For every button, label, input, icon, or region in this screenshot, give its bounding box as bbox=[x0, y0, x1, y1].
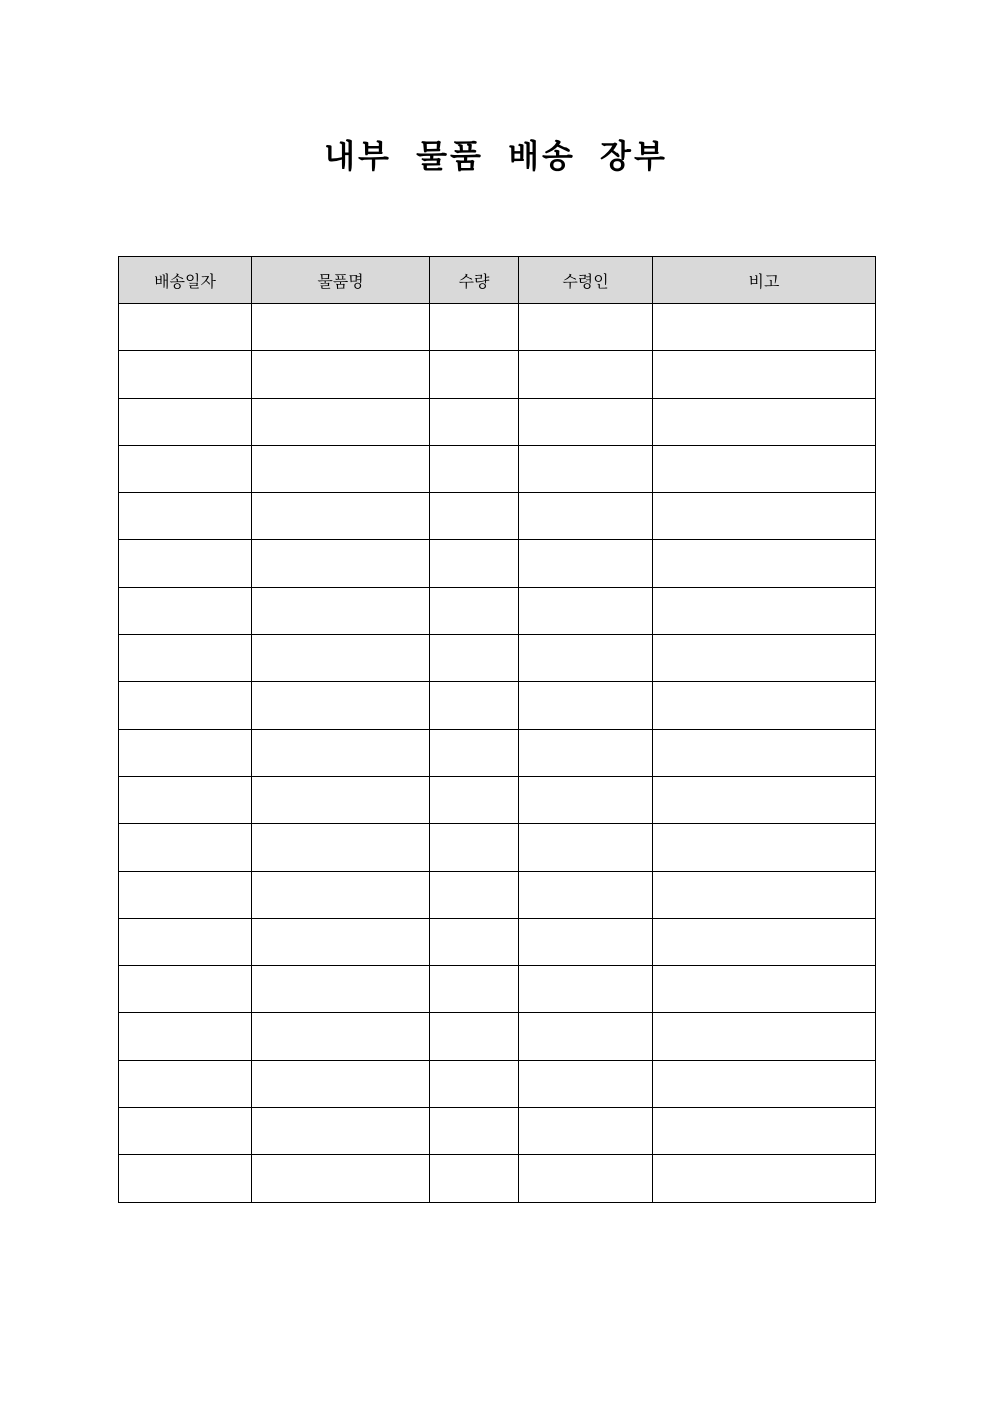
item-name-cell[interactable] bbox=[252, 871, 430, 918]
remarks-cell[interactable] bbox=[653, 1013, 876, 1060]
item-name-cell[interactable] bbox=[252, 776, 430, 823]
remarks-cell[interactable] bbox=[653, 304, 876, 351]
item-name-cell[interactable] bbox=[252, 824, 430, 871]
remarks-cell[interactable] bbox=[653, 351, 876, 398]
item-name-cell[interactable] bbox=[252, 398, 430, 445]
remarks-cell[interactable] bbox=[653, 1108, 876, 1155]
quantity-cell[interactable] bbox=[430, 493, 519, 540]
quantity-cell[interactable] bbox=[430, 729, 519, 776]
remarks-cell[interactable] bbox=[653, 729, 876, 776]
delivery-date-cell[interactable] bbox=[119, 445, 252, 492]
remarks-cell[interactable] bbox=[653, 635, 876, 682]
remarks-cell[interactable] bbox=[653, 540, 876, 587]
delivery-date-cell[interactable] bbox=[119, 1013, 252, 1060]
remarks-cell[interactable] bbox=[653, 1155, 876, 1202]
recipient-cell[interactable] bbox=[519, 729, 653, 776]
quantity-cell[interactable] bbox=[430, 824, 519, 871]
table-row bbox=[119, 776, 876, 823]
item-name-cell[interactable] bbox=[252, 966, 430, 1013]
header-delivery-date: 배송일자 bbox=[119, 257, 252, 304]
delivery-date-cell[interactable] bbox=[119, 966, 252, 1013]
item-name-cell[interactable] bbox=[252, 918, 430, 965]
delivery-date-cell[interactable] bbox=[119, 398, 252, 445]
item-name-cell[interactable] bbox=[252, 493, 430, 540]
table-row bbox=[119, 1155, 876, 1202]
item-name-cell[interactable] bbox=[252, 445, 430, 492]
delivery-date-cell[interactable] bbox=[119, 871, 252, 918]
delivery-date-cell[interactable] bbox=[119, 587, 252, 634]
table-row bbox=[119, 635, 876, 682]
quantity-cell[interactable] bbox=[430, 966, 519, 1013]
table-header-row bbox=[119, 257, 876, 304]
quantity-cell[interactable] bbox=[430, 776, 519, 823]
recipient-cell[interactable] bbox=[519, 493, 653, 540]
table-row bbox=[119, 871, 876, 918]
item-name-cell[interactable] bbox=[252, 729, 430, 776]
table-row bbox=[119, 304, 876, 351]
item-name-cell[interactable] bbox=[252, 1108, 430, 1155]
item-name-cell[interactable] bbox=[252, 304, 430, 351]
document-title: 내부 물품 배송 장부 bbox=[324, 137, 668, 175]
recipient-cell[interactable] bbox=[519, 398, 653, 445]
delivery-date-cell[interactable] bbox=[119, 540, 252, 587]
table-row bbox=[119, 493, 876, 540]
table-row bbox=[119, 1108, 876, 1155]
table-row bbox=[119, 445, 876, 492]
recipient-cell[interactable] bbox=[519, 445, 653, 492]
delivery-date-cell[interactable] bbox=[119, 635, 252, 682]
quantity-cell[interactable] bbox=[430, 540, 519, 587]
quantity-cell[interactable] bbox=[430, 1013, 519, 1060]
delivery-date-cell[interactable] bbox=[119, 1060, 252, 1107]
recipient-cell[interactable] bbox=[519, 871, 653, 918]
recipient-cell[interactable] bbox=[519, 824, 653, 871]
recipient-cell[interactable] bbox=[519, 635, 653, 682]
header-recipient: 수령인 bbox=[519, 257, 653, 304]
recipient-cell[interactable] bbox=[519, 918, 653, 965]
table-row bbox=[119, 351, 876, 398]
quantity-cell[interactable] bbox=[430, 587, 519, 634]
header-quantity: 수량 bbox=[430, 257, 519, 304]
remarks-cell[interactable] bbox=[653, 776, 876, 823]
quantity-cell[interactable] bbox=[430, 635, 519, 682]
table-row bbox=[119, 918, 876, 965]
remarks-cell[interactable] bbox=[653, 966, 876, 1013]
quantity-cell[interactable] bbox=[430, 1108, 519, 1155]
recipient-cell[interactable] bbox=[519, 966, 653, 1013]
remarks-cell[interactable] bbox=[653, 493, 876, 540]
remarks-cell[interactable] bbox=[653, 445, 876, 492]
delivery-date-cell[interactable] bbox=[119, 304, 252, 351]
quantity-cell[interactable] bbox=[430, 682, 519, 729]
table-row bbox=[119, 540, 876, 587]
delivery-date-cell[interactable] bbox=[119, 729, 252, 776]
delivery-date-cell[interactable] bbox=[119, 918, 252, 965]
item-name-cell[interactable] bbox=[252, 587, 430, 634]
table-row bbox=[119, 1060, 876, 1107]
remarks-cell[interactable] bbox=[653, 398, 876, 445]
remarks-cell[interactable] bbox=[653, 682, 876, 729]
remarks-cell[interactable] bbox=[653, 871, 876, 918]
item-name-cell[interactable] bbox=[252, 682, 430, 729]
delivery-date-cell[interactable] bbox=[119, 493, 252, 540]
table-row bbox=[119, 1013, 876, 1060]
quantity-cell[interactable] bbox=[430, 351, 519, 398]
quantity-cell[interactable] bbox=[430, 1060, 519, 1107]
delivery-date-cell[interactable] bbox=[119, 351, 252, 398]
delivery-date-cell[interactable] bbox=[119, 776, 252, 823]
remarks-cell[interactable] bbox=[653, 824, 876, 871]
recipient-cell[interactable] bbox=[519, 1060, 653, 1107]
recipient-cell[interactable] bbox=[519, 1108, 653, 1155]
quantity-cell[interactable] bbox=[430, 445, 519, 492]
recipient-cell[interactable] bbox=[519, 304, 653, 351]
remarks-cell[interactable] bbox=[653, 587, 876, 634]
recipient-cell[interactable] bbox=[519, 1155, 653, 1202]
recipient-cell[interactable] bbox=[519, 587, 653, 634]
quantity-cell[interactable] bbox=[430, 1155, 519, 1202]
recipient-cell[interactable] bbox=[519, 540, 653, 587]
table-row bbox=[119, 729, 876, 776]
remarks-cell[interactable] bbox=[653, 918, 876, 965]
recipient-cell[interactable] bbox=[519, 776, 653, 823]
table-row bbox=[119, 966, 876, 1013]
delivery-date-cell[interactable] bbox=[119, 1108, 252, 1155]
header-remarks: 비고 bbox=[653, 257, 876, 304]
quantity-cell[interactable] bbox=[430, 304, 519, 351]
table-row bbox=[119, 824, 876, 871]
table-row bbox=[119, 587, 876, 634]
quantity-cell[interactable] bbox=[430, 398, 519, 445]
header-item-name: 물품명 bbox=[252, 257, 430, 304]
table-row bbox=[119, 682, 876, 729]
delivery-date-cell[interactable] bbox=[119, 1155, 252, 1202]
recipient-cell[interactable] bbox=[519, 682, 653, 729]
item-name-cell[interactable] bbox=[252, 1155, 430, 1202]
item-name-cell[interactable] bbox=[252, 1013, 430, 1060]
recipient-cell[interactable] bbox=[519, 1013, 653, 1060]
table-body bbox=[119, 304, 876, 1203]
remarks-cell[interactable] bbox=[653, 1060, 876, 1107]
item-name-cell[interactable] bbox=[252, 351, 430, 398]
item-name-cell[interactable] bbox=[252, 1060, 430, 1107]
delivery-date-cell[interactable] bbox=[119, 824, 252, 871]
recipient-cell[interactable] bbox=[519, 351, 653, 398]
item-name-cell[interactable] bbox=[252, 540, 430, 587]
item-name-cell[interactable] bbox=[252, 635, 430, 682]
delivery-ledger-table bbox=[118, 256, 876, 1203]
quantity-cell[interactable] bbox=[430, 871, 519, 918]
table-row bbox=[119, 398, 876, 445]
quantity-cell[interactable] bbox=[430, 918, 519, 965]
delivery-date-cell[interactable] bbox=[119, 682, 252, 729]
